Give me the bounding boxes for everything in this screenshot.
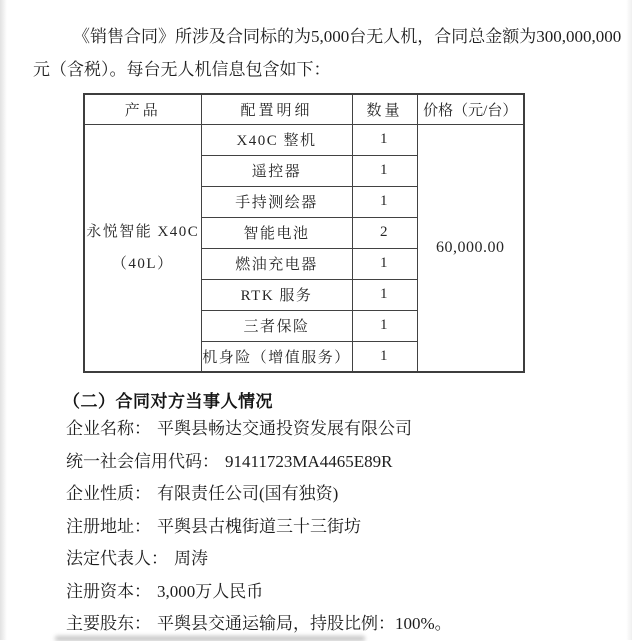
scan-bottom-artifact [55, 636, 365, 641]
product-name: 永悦智能 X40C [86, 223, 200, 240]
qty-cell: 1 [352, 124, 417, 155]
scan-edge-right-artifact [626, 0, 632, 640]
field-label: 注册地址： [66, 516, 151, 536]
field-value: 平舆县古槐街道三十三街坊 [157, 516, 361, 536]
table-row [84, 124, 524, 155]
field-value: 3,000万人民币 [157, 581, 264, 601]
qty-cell: 2 [352, 217, 417, 248]
intro-line-2: 元（含税）。每台无人机信息包含如下： [33, 60, 331, 79]
product-cell [84, 124, 201, 372]
product-model: （40L） [111, 255, 174, 272]
party-info-fields [66, 413, 606, 641]
product-spec-table [83, 93, 525, 373]
config-cell: RTK 服务 [201, 279, 352, 310]
col-header-config: 配置明细 [201, 94, 352, 124]
field-value: 平舆县畅达交通投资发展有限公司 [157, 419, 412, 438]
qty-cell: 1 [352, 310, 417, 341]
config-cell: 智能电池 [201, 217, 352, 248]
qty-cell: 1 [352, 341, 417, 372]
field-company-type [66, 478, 606, 511]
col-header-product: 产品 [84, 94, 201, 124]
field-legal-representative [66, 543, 606, 576]
field-label: 企业名称： [66, 419, 151, 438]
intro-paragraph [33, 20, 622, 86]
scan-edge-left-artifact [0, 0, 7, 640]
config-cell: X40C 整机 [201, 124, 352, 155]
col-header-qty: 数量 [352, 94, 417, 124]
config-cell: 遥控器 [201, 155, 352, 186]
field-label: 法定代表人： [66, 549, 168, 568]
config-cell: 三者保险 [201, 310, 352, 341]
field-value: 平舆县交通运输局，持股比例：100%。 [157, 614, 452, 633]
field-label: 企业性质： [66, 484, 151, 503]
field-label: 注册资本： [66, 581, 151, 601]
qty-cell: 1 [352, 248, 417, 279]
config-cell: 燃油充电器 [201, 248, 352, 279]
price-cell: 60,000.00 [417, 124, 524, 372]
field-value: 91411723MA4465E89R [225, 451, 393, 471]
field-registered-address [66, 511, 606, 544]
field-registered-capital [66, 576, 606, 609]
field-credit-code [66, 446, 606, 479]
table-header-row [84, 94, 524, 124]
field-value: 有限责任公司(国有独资) [157, 484, 339, 503]
config-cell: 手持测绘器 [201, 186, 352, 217]
field-label: 主要股东： [66, 614, 151, 633]
intro-line-1: 《销售合同》所涉及合同标的为5,000台无人机，合同总金额为300,000,000 [73, 27, 622, 46]
config-cell: 机身险（增值服务） [201, 341, 352, 372]
field-value: 周涛 [174, 549, 208, 568]
section-heading: （二）合同对方当事人情况 [63, 392, 273, 411]
qty-cell: 1 [352, 279, 417, 310]
field-company-name [66, 413, 606, 446]
qty-cell: 1 [352, 155, 417, 186]
qty-cell: 1 [352, 186, 417, 217]
field-label: 统一社会信用代码： [66, 451, 219, 471]
col-header-price: 价格（元/台） [417, 94, 524, 124]
